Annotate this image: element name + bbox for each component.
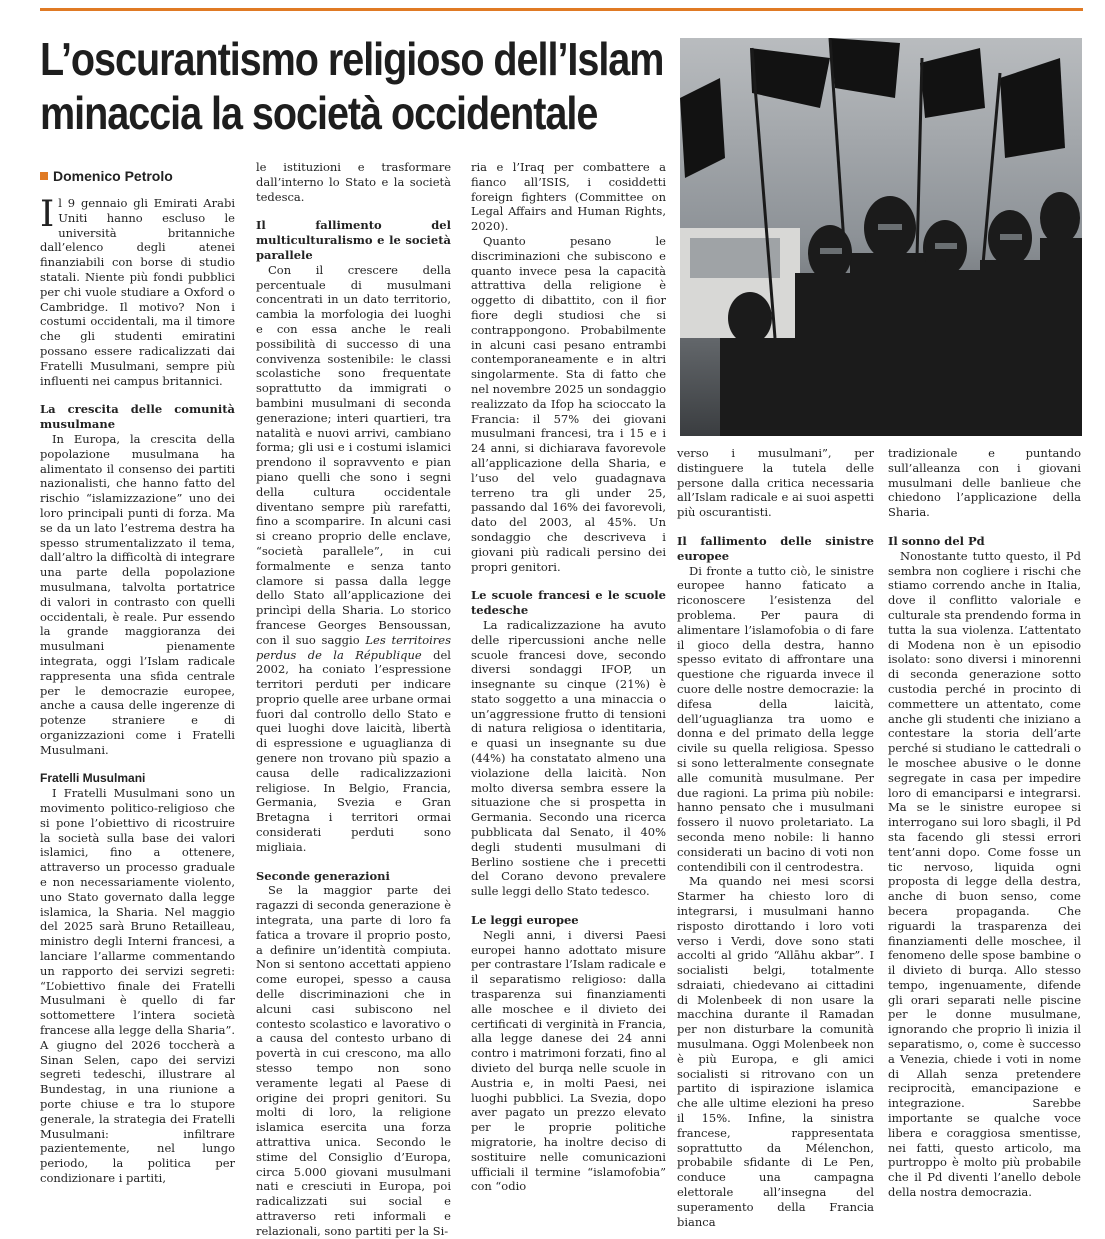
column-5 <box>888 446 1081 1200</box>
subheading: Fratelli Musulmani <box>40 771 146 786</box>
paragraph: verso i musulmani”, per distinguere la tutela delle persone dalla critica necessaria all’Islam radicale e ai suoi aspetti più oscurantisti. <box>677 446 874 520</box>
byline-square-icon <box>40 172 48 180</box>
paragraph: Ma quando nei mesi scorsi Starmer ha chiesto loro di integrarsi, i musulmani hanno risposto dirottando i loro voti verso i Verdi, dove sono stati accolti al grido “Allāhu akbar”. I socialisti belgi, totalmente sdraiati, chiedevano ai cittadini di Molenbeek di non usare la macchina durante il Ramadan per non disturbare la comunità musulmana. Oggi Molenbeek non è più Europa, e gli amici socialisti si ritrovano con un partito di ispirazione islamica che alle ultime elezioni ha preso il 15%. Infine, la sinistra francese, rappresentata soprattutto da Mélenchon, probabile sfidante di Le Pen, conduce una campagna elettorale all’insegna del superamento della Francia bianca <box>677 874 874 1229</box>
paragraph: I Fratelli Musulmani sono un movimento politico-religioso che si pone l’obiettivo di ricostruire la società sulla base dei valori islamici, fino a ottenere, attraverso un processo graduale e non necessariamente violento, uno Stato governato dalla legge islamica, la Sharia. Nel maggio del 2025 sarà Bruno Retailleau, ministro degli Interni francesi, a lanciare l’allarme commentando un rapporto dei servizi segreti: “L’obiettivo finale dei Fratelli Musulmani è quello di far sottomettere l’intera società francese alla legge della Sharia”. A giugno del 2026 toccherà a Sinan Selen, capo dei servizi segreti tedeschi, illustrare al Bundestag, in una riunione a porte chiuse e tra lo stupore generale, la strategia dei Fratelli Musulmani: infiltrare pazientemente, nel lungo periodo, la politica per condizionare i partiti, <box>40 786 235 1185</box>
paragraph: Negli anni, i diversi Paesi europei hanno adottato misure per contrastare l’Islam radicale e il separatismo religioso: dalla trasparenza sui finanziamenti alle moschee e il divieto dei certificati di verginità in Francia, alla legge danese dei 24 anni contro i matrimoni forzati, fino al divieto del burqa nelle scuole in Austria e, in molti Paesi, nei luoghi pubblici. La Svezia, dopo aver pagato un prezzo elevato per le proprie politiche migratorie, ha inoltre deciso di sostituire nelle comunicazioni ufficiali il termine “islamofobia” con “odio <box>471 927 666 1194</box>
militants-with-flags-photo <box>680 38 1082 436</box>
dropcap: I <box>40 194 55 235</box>
subheading: Le leggi europee <box>471 913 579 928</box>
paragraph: Nonostante tutto questo, il Pd sembra non cogliere i rischi che stiamo correndo anche in Italia, dove il conflitto valoriale e culturale sta prendendo forma in tutta la sua violenza. L’attentato di Modena non è un episodio isolato: sono diversi i minorenni di seconda generazione sotto custodia perché in procinto di commettere un attentato, come anche gli studenti che iniziano a contestare la storia dell’arte perché si studiano le cattedrali o le moschee abusive o le donne segregate in casa per impedire loro di emanciparsi e integrarsi. Ma se le sinistre europee si interrogano sui loro sbagli, il Pd sta facendo gli stessi errori tent’anni dopo. Come fosse un tic nervoso, liquida ogni proposta di legge della destra, anche di buon senso, come becera propaganda. Che riguardi la trasparenza dei finanziamenti delle moschee, il fenomeno delle spose bambine o il divieto di burqa. Allo stesso tempo, ingenuamente, difende gli orari separati nelle piscine per le donne musulmane, ignorando che proprio lì inizia il separatismo, o, come è successo a Venezia, chiede i voti in nome di Allah senza pretendere reciprocità, emancipazione e integrazione. Sarebbe importante se qualche voce libera e coraggiosa smentisse, nei fatti, questo articolo, ma purtroppo è molto più probabile che il Pd diventi l’anello debole della nostra democrazia. <box>888 548 1081 1200</box>
byline <box>40 168 173 184</box>
paragraph-text: l 9 gennaio gli Emirati Arabi Uniti hanno escluso le università britanniche dall’elenco degli atenei finanziabili con borse di studio statali. Niente più fondi pubblici per chi vuole studiare a Oxford o Cambridge. Il motivo? Non i costumi occidentali, ma il timore che gli studenti emiratini possano essere radicalizzati dai Fratelli Musulmani, sempre più influenti nei campus britannici. <box>40 196 235 388</box>
column-3 <box>471 160 666 1194</box>
paragraph <box>256 263 451 855</box>
paragraph-text: del 2002, ha coniato l’espressione territori perduti per indicare proprio quelle aree urbane ormai fuori dal controllo dello Stato e quei luoghi dove laicità, libertà di espressione e uguaglianza di genere non trovano più spazio a causa delle radicalizzazioni religiose. In Belgio, Francia, Germania, Svezia e Gran Bretagna i territori ormai considerati perduti sono migliaia. <box>256 647 451 854</box>
subheading: La crescita delle comunità musulmane <box>40 402 235 432</box>
article-photo <box>680 38 1082 436</box>
paragraph-text: Con il crescere della percentuale di musulmani concentrati in un dato territorio, cambia la morfologia dei luoghi e con essa anche le reali possibilità di successo di una convivenza sostenibile: le classi scolastiche sono frequentate soprattutto da immigrati o bambini musulmani di seconda generazione; interi quartieri, tra natalità e nuovi arrivi, cambiano forma; gli usi e i costumi islamici prendono il sopravvento e pian piano quelli che sono i segni della cultura occidentale diventano sempre più rarefatti, fino a scomparire. In alcuni casi si creano proprio delle enclave, “società parallele”, in cui formalmente e senza tanto clamore si passa dalla legge dello Stato all’applicazione dei princìpi della Sharia. Lo storico francese Georges Bensoussan, con il suo saggio <box>256 262 451 647</box>
subheading: Il fallimento delle sinistre europee <box>677 533 874 563</box>
paragraph: La radicalizzazione ha avuto delle ripercussioni anche nelle scuole francesi dove, secondo diversi sondaggi IFOP, un insegnante su cinque (21%) è stato soggetto a una minaccia o un’aggressione frutto di tensioni di natura religiosa o identitaria, e quasi un insegnante su due (44%) ha constatato almeno una violazione della laicità. Non molto diversa sembra essere la situazione che si prospetta in Germania. Secondo una ricerca pubblicata dal Senato, il 40% degli studenti musulmani di Berlino sostiene che i precetti del Corano devono prevalere sulle leggi dello Stato tedesco. <box>471 617 666 899</box>
paragraph: ria e l’Iraq per combattere a fianco all’ISIS, i cosiddetti foreign fighters (Committee on Legal Affairs and Human Rights, 2020). <box>471 160 666 234</box>
paragraph: Quanto pesano le discriminazioni che subiscono e quanto invece pesa la capacità attrattiva della religione è oggetto di dibattito, con il fior fiore degli studiosi che si contrappongono. Probabilmente in alcuni casi pesano entrambi contemporaneamente e in altri singolarmente. Sta di fatto che nel novembre 2025 un sondaggio realizzato da Ifop ha scioccato la Francia: il 57% dei giovani musulmani francesi, tra i 15 e i 24 anni, si dichiarava favorevole all’applicazione della Sharia, e l’uso del velo guadagnava terreno tra gli under 25, passando dal 16% dei favorevoli, dato del 2003, al 45%. Un sondaggio che descriveva i giovani più radicali persino dei propri genitori. <box>471 233 666 574</box>
subheading: Le scuole francesi e le scuole tedesche <box>471 588 666 618</box>
subheading: Seconde generazioni <box>256 868 390 883</box>
column-4 <box>677 446 874 1229</box>
paragraph: In Europa, la crescita della popolazione musulmana ha alimentato il consenso dei partiti nazionalisti, che hanno fatto del rischio “islamizzazione” uno dei loro principali punti di forza. Ma se da un lato l’estrema destra ha spesso strumentalizzato il tema, dall’altro la difficoltà di integrare una parte della popolazione musulmana, talvolta portatrice di valori in contrasto con quelli occidentali, è reale. Pur essendo la grande maggioranza dei musulmani pienamente integrata, oggi l’Islam radicale rappresenta una sfida centrale per le democrazie europee, anche a causa delle ingerenze di potenze straniere e di organizzazioni come i Fratelli Musulmani. <box>40 431 235 757</box>
top-accent-line <box>40 8 1083 11</box>
author-name: Domenico Petrolo <box>53 168 173 184</box>
subheading: Il sonno del Pd <box>888 533 985 548</box>
subheading: Il fallimento del multiculturalismo e le società parallele <box>256 218 451 262</box>
paragraph: Se la maggior parte dei ragazzi di seconda generazione è integrata, una parte di loro fa fatica a trovare il proprio posto, a definire un’identità compiuta. Non si sentono accettati appieno come europei, spesso a causa delle discriminazioni che in alcuni casi subiscono nel contesto scolastico e lavorativo o a causa del contesto urbano di povertà in cui crescono, ma allo stesso tempo non sono veramente legati al Paese di origine dei propri genitori. Su molti di loro, la religione islamica esercita una forza attrattiva unica. Secondo le stime del Consiglio d’Europa, circa 5.000 giovani musulmani nati e cresciuti in Europa, poi radicalizzati sui social e attraverso reti informali e relazionali, sono partiti per la Si- <box>256 883 451 1238</box>
headline: L’oscurantismo religioso dell’Islam minaccia la società occidentale <box>40 33 664 139</box>
book-title: Les territoires perdus de la République <box>256 632 451 662</box>
paragraph: le istituzioni e trasformare dall’interno lo Stato e la società tedesca. <box>256 160 451 204</box>
paragraph: Di fronte a tutto ciò, le sinistre europee hanno faticato a riconoscere l’esistenza del problema. Per paura di alimentare l’islamofobia o di fare il gioco della destra, hanno spesso evitato di affrontare una questione che riguarda invece il cuore delle nostre democrazie: la difesa della laicità, dell’uguaglianza tra uomo e donna e del primato della legge civile su quella religiosa. Spesso si sono letteralmente consegnate alle comunità musulmane. Per due ragioni. La prima più nobile: hanno pensato che i musulmani fossero il nuovo proletariato. La seconda meno nobile: li hanno considerati un bacino di voti non contendibili con il centrodestra. <box>677 563 874 874</box>
column-2 <box>256 160 451 1239</box>
paragraph <box>40 196 235 388</box>
column-1 <box>40 196 235 1186</box>
paragraph: tradizionale e puntando sull’alleanza con i giovani musulmani delle banlieue che chiedono l’applicazione della Sharia. <box>888 446 1081 520</box>
